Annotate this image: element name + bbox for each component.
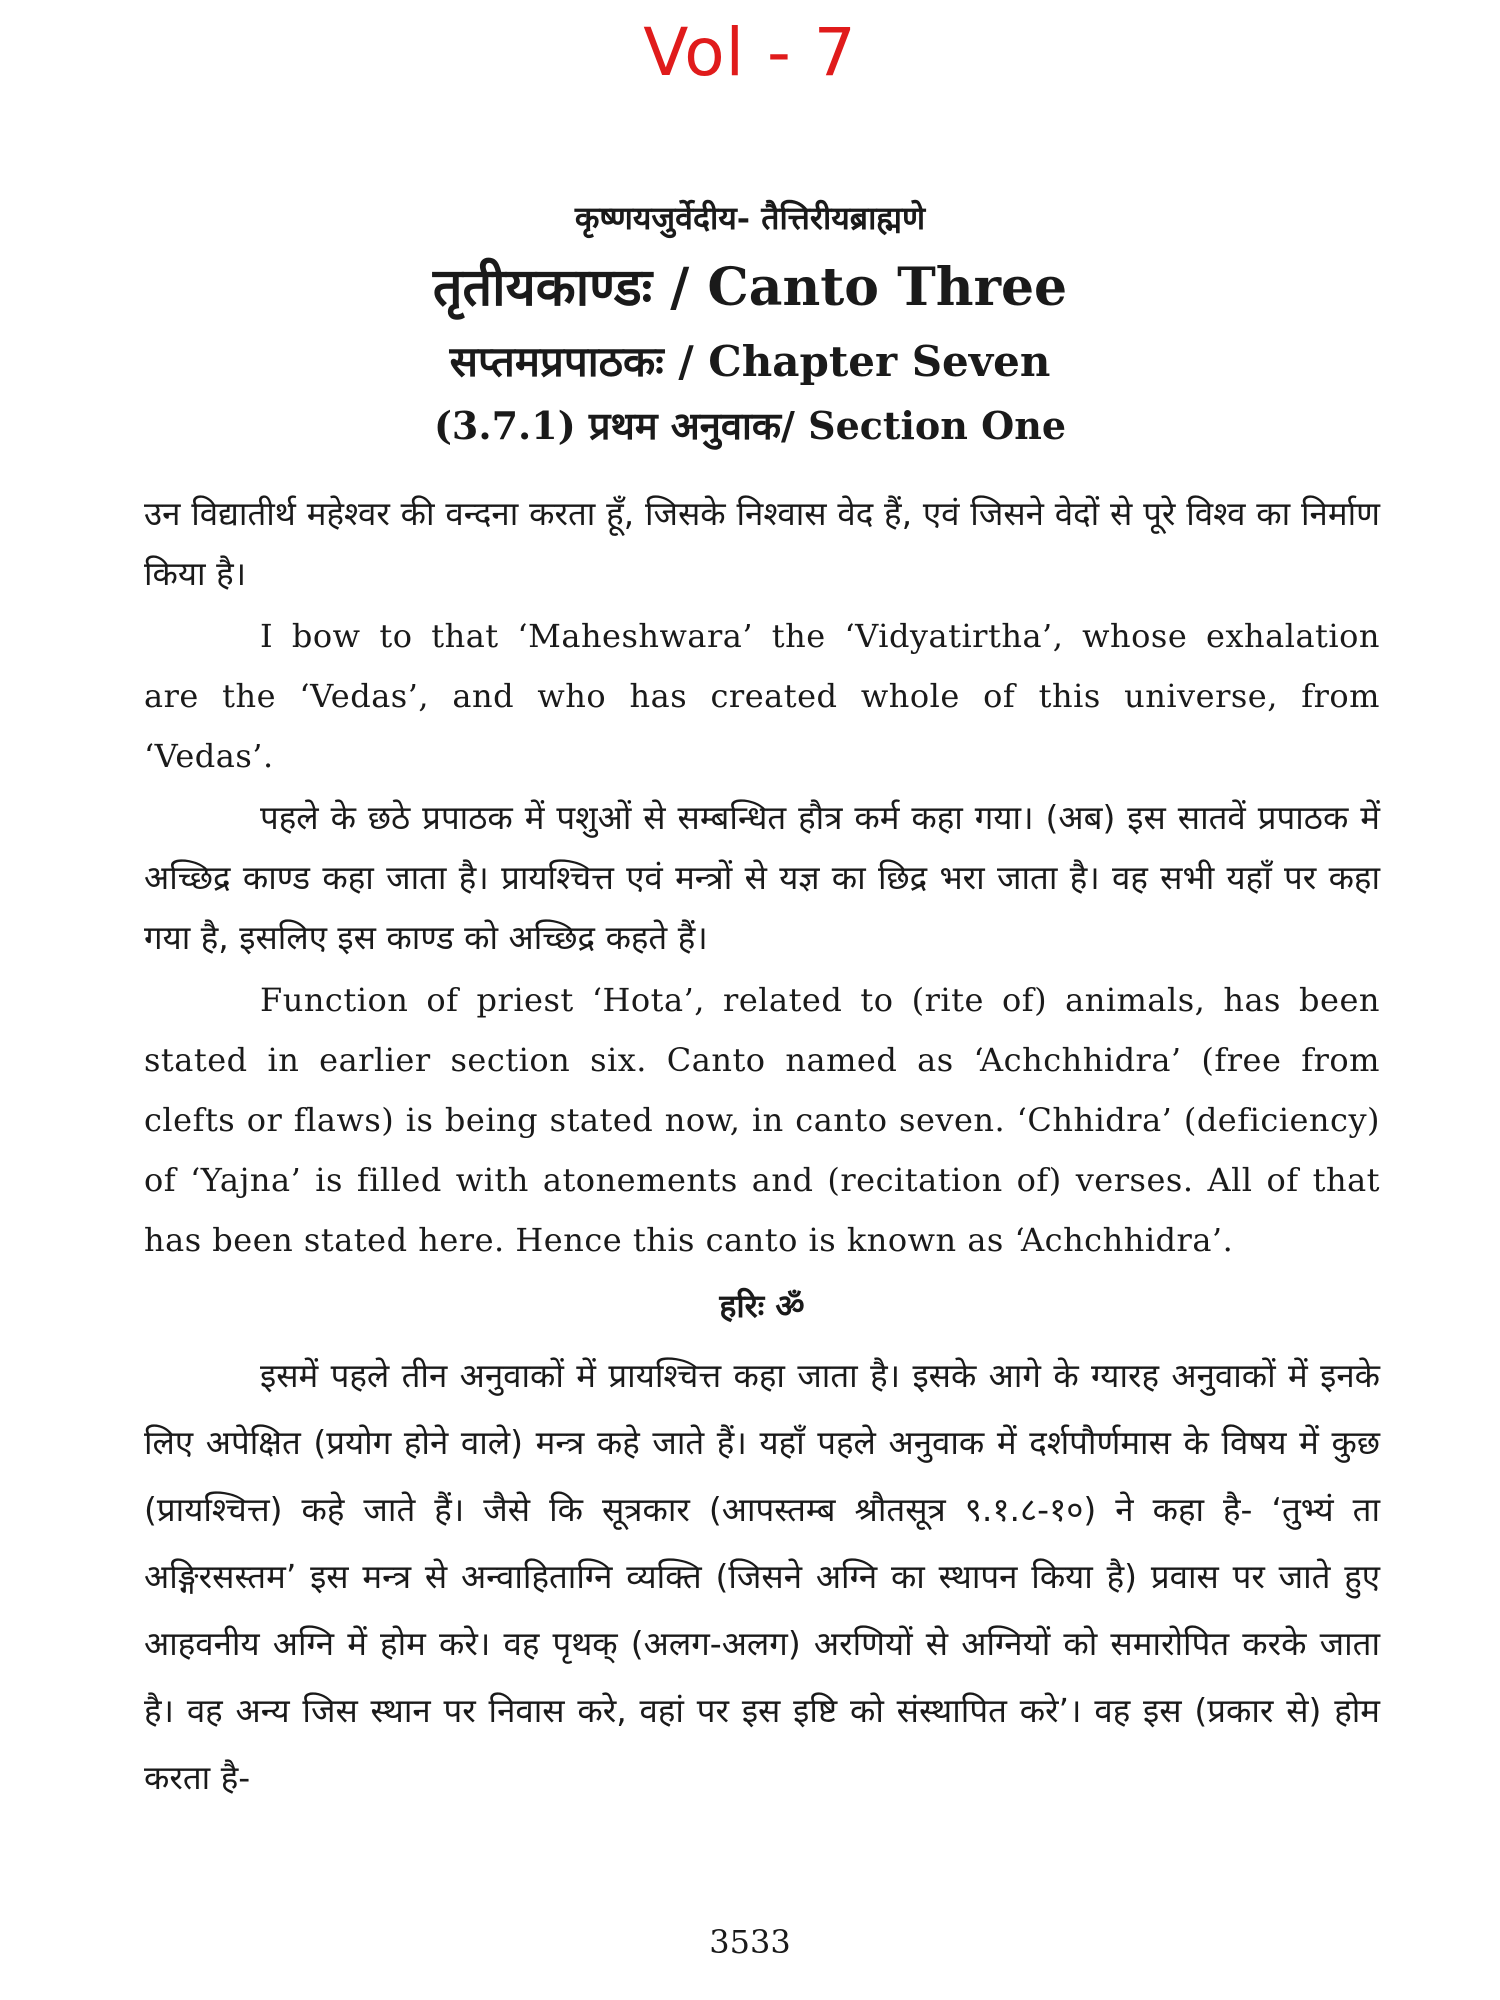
body-text: [144, 484, 1380, 1811]
paragraph-hindi-3: इसमें पहले तीन अनुवाकों में प्रायश्चित्त कहा जाता है। इसके आगे के ग्यारह अनुवाकों में इनके लिए अपेक्षित (प्रयोग होने वाले) मन्त्र कहे जाते हैं। यहाँ पहले अनुवाक में दर्शपौर्णमास के विषय में कुछ (प्रायश्चित्त) कहे जाते हैं। जैसे कि सूत्रकार (आपस्तम्ब श्रौतसूत्र ९.१.८-१०) ने कहा है- ‘तुभ्यं ता अङ्गिरसस्तम’ इस मन्त्र से अन्वाहिताग्नि व्यक्ति (जिसने अग्नि का स्थापन किया है) प्रवास पर जाते हुए आहवनीय अग्नि में होम करे। वह पृथक् (अलग-अलग) अरणियों से अग्नियों को समारोपित करके जाता है। वह अन्य जिस स्थान पर निवास करे, वहां पर इस इष्टि को संस्थापित करे’। वह इस (प्रकार से) होम करता है-: [144, 1356, 1380, 1797]
book-title: कृष्णयजुर्वेदीय- तैत्तिरीयब्राह्मणे: [574, 199, 926, 237]
heading-block: [0, 190, 1500, 458]
canto-title: तृतीयकाण्डः / Canto Three: [432, 257, 1068, 318]
section-title: (3.7.1) प्रथम अनुवाक/ Section One: [433, 403, 1067, 448]
invocation-heading: हरिः ॐ: [719, 1287, 805, 1325]
page-number: 3533: [709, 1923, 791, 1961]
paragraph-english-1: I bow to that ‘Maheshwara’ the ‘Vidyatirtha’, whose exhalation are the ‘Vedas’, and who has created whole of this universe, from ‘Vedas’.: [144, 617, 1380, 775]
volume-label: Vol - 7: [643, 14, 857, 91]
chapter-title: सप्तमप्रपाठकः / Chapter Seven: [449, 337, 1051, 386]
paragraph-hindi-1: उन विद्यातीर्थ महेश्वर की वन्दना करता हूँ, जिसके निश्वास वेद हैं, एवं जिसने वेदों से पूरे विश्व का निर्माण किया है।: [144, 494, 1380, 593]
paragraph-hindi-2: पहले के छठे प्रपाठक में पशुओं से सम्बन्धित हौत्र कर्म कहा गया। (अब) इस सातवें प्रपाठक में अच्छिद्र काण्ड कहा जाता है। प्रायश्चित्त एवं मन्त्रों से यज्ञ का छिद्र भरा जाता है। वह सभी यहाँ पर कहा गया है, इसलिए इस काण्ड को अच्छिद्र कहते हैं।: [144, 798, 1380, 957]
paragraph-english-2: Function of priest ‘Hota’, related to (rite of) animals, has been stated in earlier section six. Canto named as ‘Achchhidra’ (free from clefts or flaws) is being stated now, in canto seven. ‘Chhidra’ (deficiency) of ‘Yajna’ is filled with atonements and (recitation of) verses. All of that has been stated here. Hence this canto is known as ‘Achchhidra’.: [144, 981, 1380, 1259]
